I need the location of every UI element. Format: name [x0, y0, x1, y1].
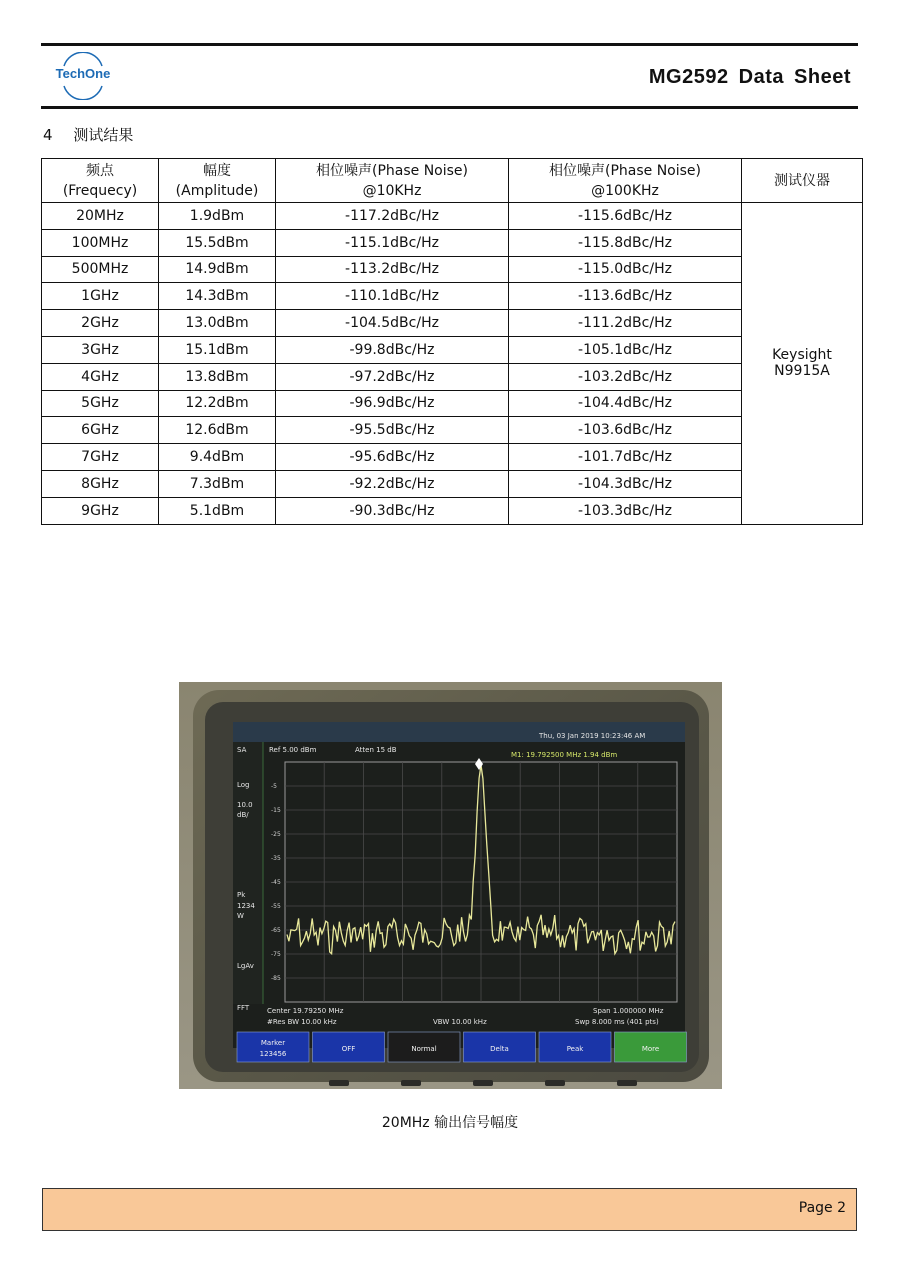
softkey-label: Delta	[490, 1045, 509, 1053]
document-title: MG2592 Data Sheet	[648, 66, 851, 88]
y-tick-label: -55	[271, 903, 281, 910]
cell-instrument: Keysight N9915A	[742, 203, 863, 525]
cell-phase-noise-10k: -95.5dBc/Hz	[276, 417, 509, 444]
marker-readout: M1: 19.792500 MHz 1.94 dBm	[511, 751, 618, 759]
cell-phase-noise-10k: -90.3dBc/Hz	[276, 497, 509, 524]
analyzer-datetime: Thu, 03 Jan 2019 10:23:46 AM	[539, 732, 646, 740]
softkey-label: OFF	[341, 1045, 356, 1053]
mode-label: SA	[237, 746, 247, 754]
y-tick-label: -75	[271, 951, 281, 958]
cell-frequency: 500MHz	[42, 256, 159, 283]
y-tick-label: -45	[271, 879, 281, 886]
resolution-bandwidth: #Res BW 10.00 kHz	[267, 1018, 337, 1026]
cell-amplitude: 14.9dBm	[159, 256, 276, 283]
cell-phase-noise-100k: -111.2dBc/Hz	[509, 310, 742, 337]
table-row	[42, 363, 863, 390]
cell-phase-noise-100k: -115.6dBc/Hz	[509, 203, 742, 230]
logo-text: TechOne	[55, 66, 111, 81]
cell-frequency: 3GHz	[42, 336, 159, 363]
cell-amplitude: 13.8dBm	[159, 363, 276, 390]
trace-write: W	[237, 912, 244, 920]
ref-level: Ref 5.00 dBm	[269, 746, 317, 754]
sweep-time: Swp 8.000 ms (401 pts)	[575, 1018, 659, 1026]
table-row	[42, 256, 863, 283]
table-row	[42, 390, 863, 417]
center-frequency: Center 19.79250 MHz	[267, 1007, 344, 1015]
cell-phase-noise-100k: -105.1dBc/Hz	[509, 336, 742, 363]
cell-frequency: 100MHz	[42, 229, 159, 256]
softkey-button[interactable]	[388, 1032, 460, 1062]
section-title: 测试结果	[73, 126, 134, 144]
cell-phase-noise-100k: -104.3dBc/Hz	[509, 470, 742, 497]
page-number: Page 2	[798, 1200, 846, 1216]
cell-frequency: 4GHz	[42, 363, 159, 390]
softkey-button[interactable]	[539, 1032, 611, 1062]
cell-phase-noise-100k: -103.6dBc/Hz	[509, 417, 742, 444]
cell-amplitude: 15.5dBm	[159, 229, 276, 256]
softkey-label: More	[641, 1045, 660, 1053]
cell-phase-noise-100k: -115.8dBc/Hz	[509, 229, 742, 256]
cell-frequency: 20MHz	[42, 203, 159, 230]
cell-phase-noise-10k: -115.1dBc/Hz	[276, 229, 509, 256]
cell-phase-noise-10k: -95.6dBc/Hz	[276, 444, 509, 471]
header-frequency: 频点 (Frequecy)	[42, 159, 159, 203]
softkey-button[interactable]	[464, 1032, 536, 1062]
cell-phase-noise-10k: -92.2dBc/Hz	[276, 470, 509, 497]
cell-phase-noise-100k: -103.3dBc/Hz	[509, 497, 742, 524]
span: Span 1.000000 MHz	[593, 1007, 664, 1015]
table-row	[42, 417, 863, 444]
y-tick-label: -85	[271, 975, 281, 982]
table-row	[42, 444, 863, 471]
table-header-row	[42, 159, 863, 203]
cell-amplitude: 13.0dBm	[159, 310, 276, 337]
cell-phase-noise-10k: -104.5dBc/Hz	[276, 310, 509, 337]
cell-amplitude: 5.1dBm	[159, 497, 276, 524]
cell-amplitude: 12.6dBm	[159, 417, 276, 444]
section-heading	[43, 124, 133, 145]
softkey-label: Peak	[566, 1045, 584, 1053]
softkey-button[interactable]	[615, 1032, 687, 1062]
y-tick-label: -35	[271, 855, 281, 862]
cell-amplitude: 12.2dBm	[159, 390, 276, 417]
softkey-label: Marker	[260, 1039, 286, 1047]
cell-frequency: 9GHz	[42, 497, 159, 524]
cell-frequency: 7GHz	[42, 444, 159, 471]
y-tick-label: -5	[271, 783, 277, 790]
spectrum-analyzer-photo	[179, 682, 722, 1089]
trace-numbers: 1234	[237, 902, 255, 910]
softkey-button[interactable]	[313, 1032, 385, 1062]
cell-amplitude: 1.9dBm	[159, 203, 276, 230]
cell-phase-noise-100k: -113.6dBc/Hz	[509, 283, 742, 310]
cell-frequency: 5GHz	[42, 390, 159, 417]
cell-frequency: 1GHz	[42, 283, 159, 310]
cell-phase-noise-10k: -117.2dBc/Hz	[276, 203, 509, 230]
table-row	[42, 497, 863, 524]
cell-phase-noise-100k: -115.0dBc/Hz	[509, 256, 742, 283]
scale-value: 10.0	[237, 801, 253, 809]
cell-phase-noise-100k: -103.2dBc/Hz	[509, 363, 742, 390]
scale-unit: dB/	[237, 811, 249, 819]
cell-frequency: 8GHz	[42, 470, 159, 497]
cell-phase-noise-10k: -99.8dBc/Hz	[276, 336, 509, 363]
y-tick-label: -15	[271, 807, 281, 814]
y-tick-label: -65	[271, 927, 281, 934]
cell-phase-noise-10k: -96.9dBc/Hz	[276, 390, 509, 417]
table-row	[42, 203, 863, 230]
header-instrument: 测试仪器	[742, 159, 863, 203]
table-row	[42, 310, 863, 337]
average-type: LgAv	[237, 962, 254, 970]
cell-amplitude: 7.3dBm	[159, 470, 276, 497]
header-rule-bottom	[41, 106, 858, 109]
cell-phase-noise-10k: -110.1dBc/Hz	[276, 283, 509, 310]
header-rule-top	[41, 43, 858, 46]
table-row	[42, 283, 863, 310]
table-row	[42, 470, 863, 497]
cell-amplitude: 15.1dBm	[159, 336, 276, 363]
cell-phase-noise-100k: -104.4dBc/Hz	[509, 390, 742, 417]
table-row	[42, 229, 863, 256]
cell-phase-noise-100k: -101.7dBc/Hz	[509, 444, 742, 471]
header-phase-noise-10k: 相位噪声(Phase Noise) @10KHz	[276, 159, 509, 203]
video-bandwidth: VBW 10.00 kHz	[433, 1018, 487, 1026]
header-phase-noise-100k: 相位噪声(Phase Noise) @100KHz	[509, 159, 742, 203]
softkey-label: Normal	[411, 1045, 437, 1053]
figure-caption: 20MHz 输出信号幅度	[381, 1115, 519, 1131]
cell-amplitude: 14.3dBm	[159, 283, 276, 310]
scale-type: Log	[237, 781, 250, 789]
cell-amplitude: 9.4dBm	[159, 444, 276, 471]
softkey-sublabel: 123456	[259, 1050, 287, 1058]
section-number: 4	[43, 126, 53, 144]
detector: Pk	[237, 891, 246, 899]
table-row	[42, 336, 863, 363]
company-logo	[52, 52, 114, 100]
page-footer	[42, 1188, 857, 1231]
cell-frequency: 2GHz	[42, 310, 159, 337]
y-tick-label: -25	[271, 831, 281, 838]
header-amplitude: 幅度 (Amplitude)	[159, 159, 276, 203]
cell-phase-noise-10k: -97.2dBc/Hz	[276, 363, 509, 390]
cell-phase-noise-10k: -113.2dBc/Hz	[276, 256, 509, 283]
results-table	[41, 158, 863, 525]
softkey-button[interactable]	[237, 1032, 309, 1062]
attenuation: Atten 15 dB	[355, 746, 397, 754]
cell-frequency: 6GHz	[42, 417, 159, 444]
fft-label: FFT	[237, 1004, 250, 1012]
